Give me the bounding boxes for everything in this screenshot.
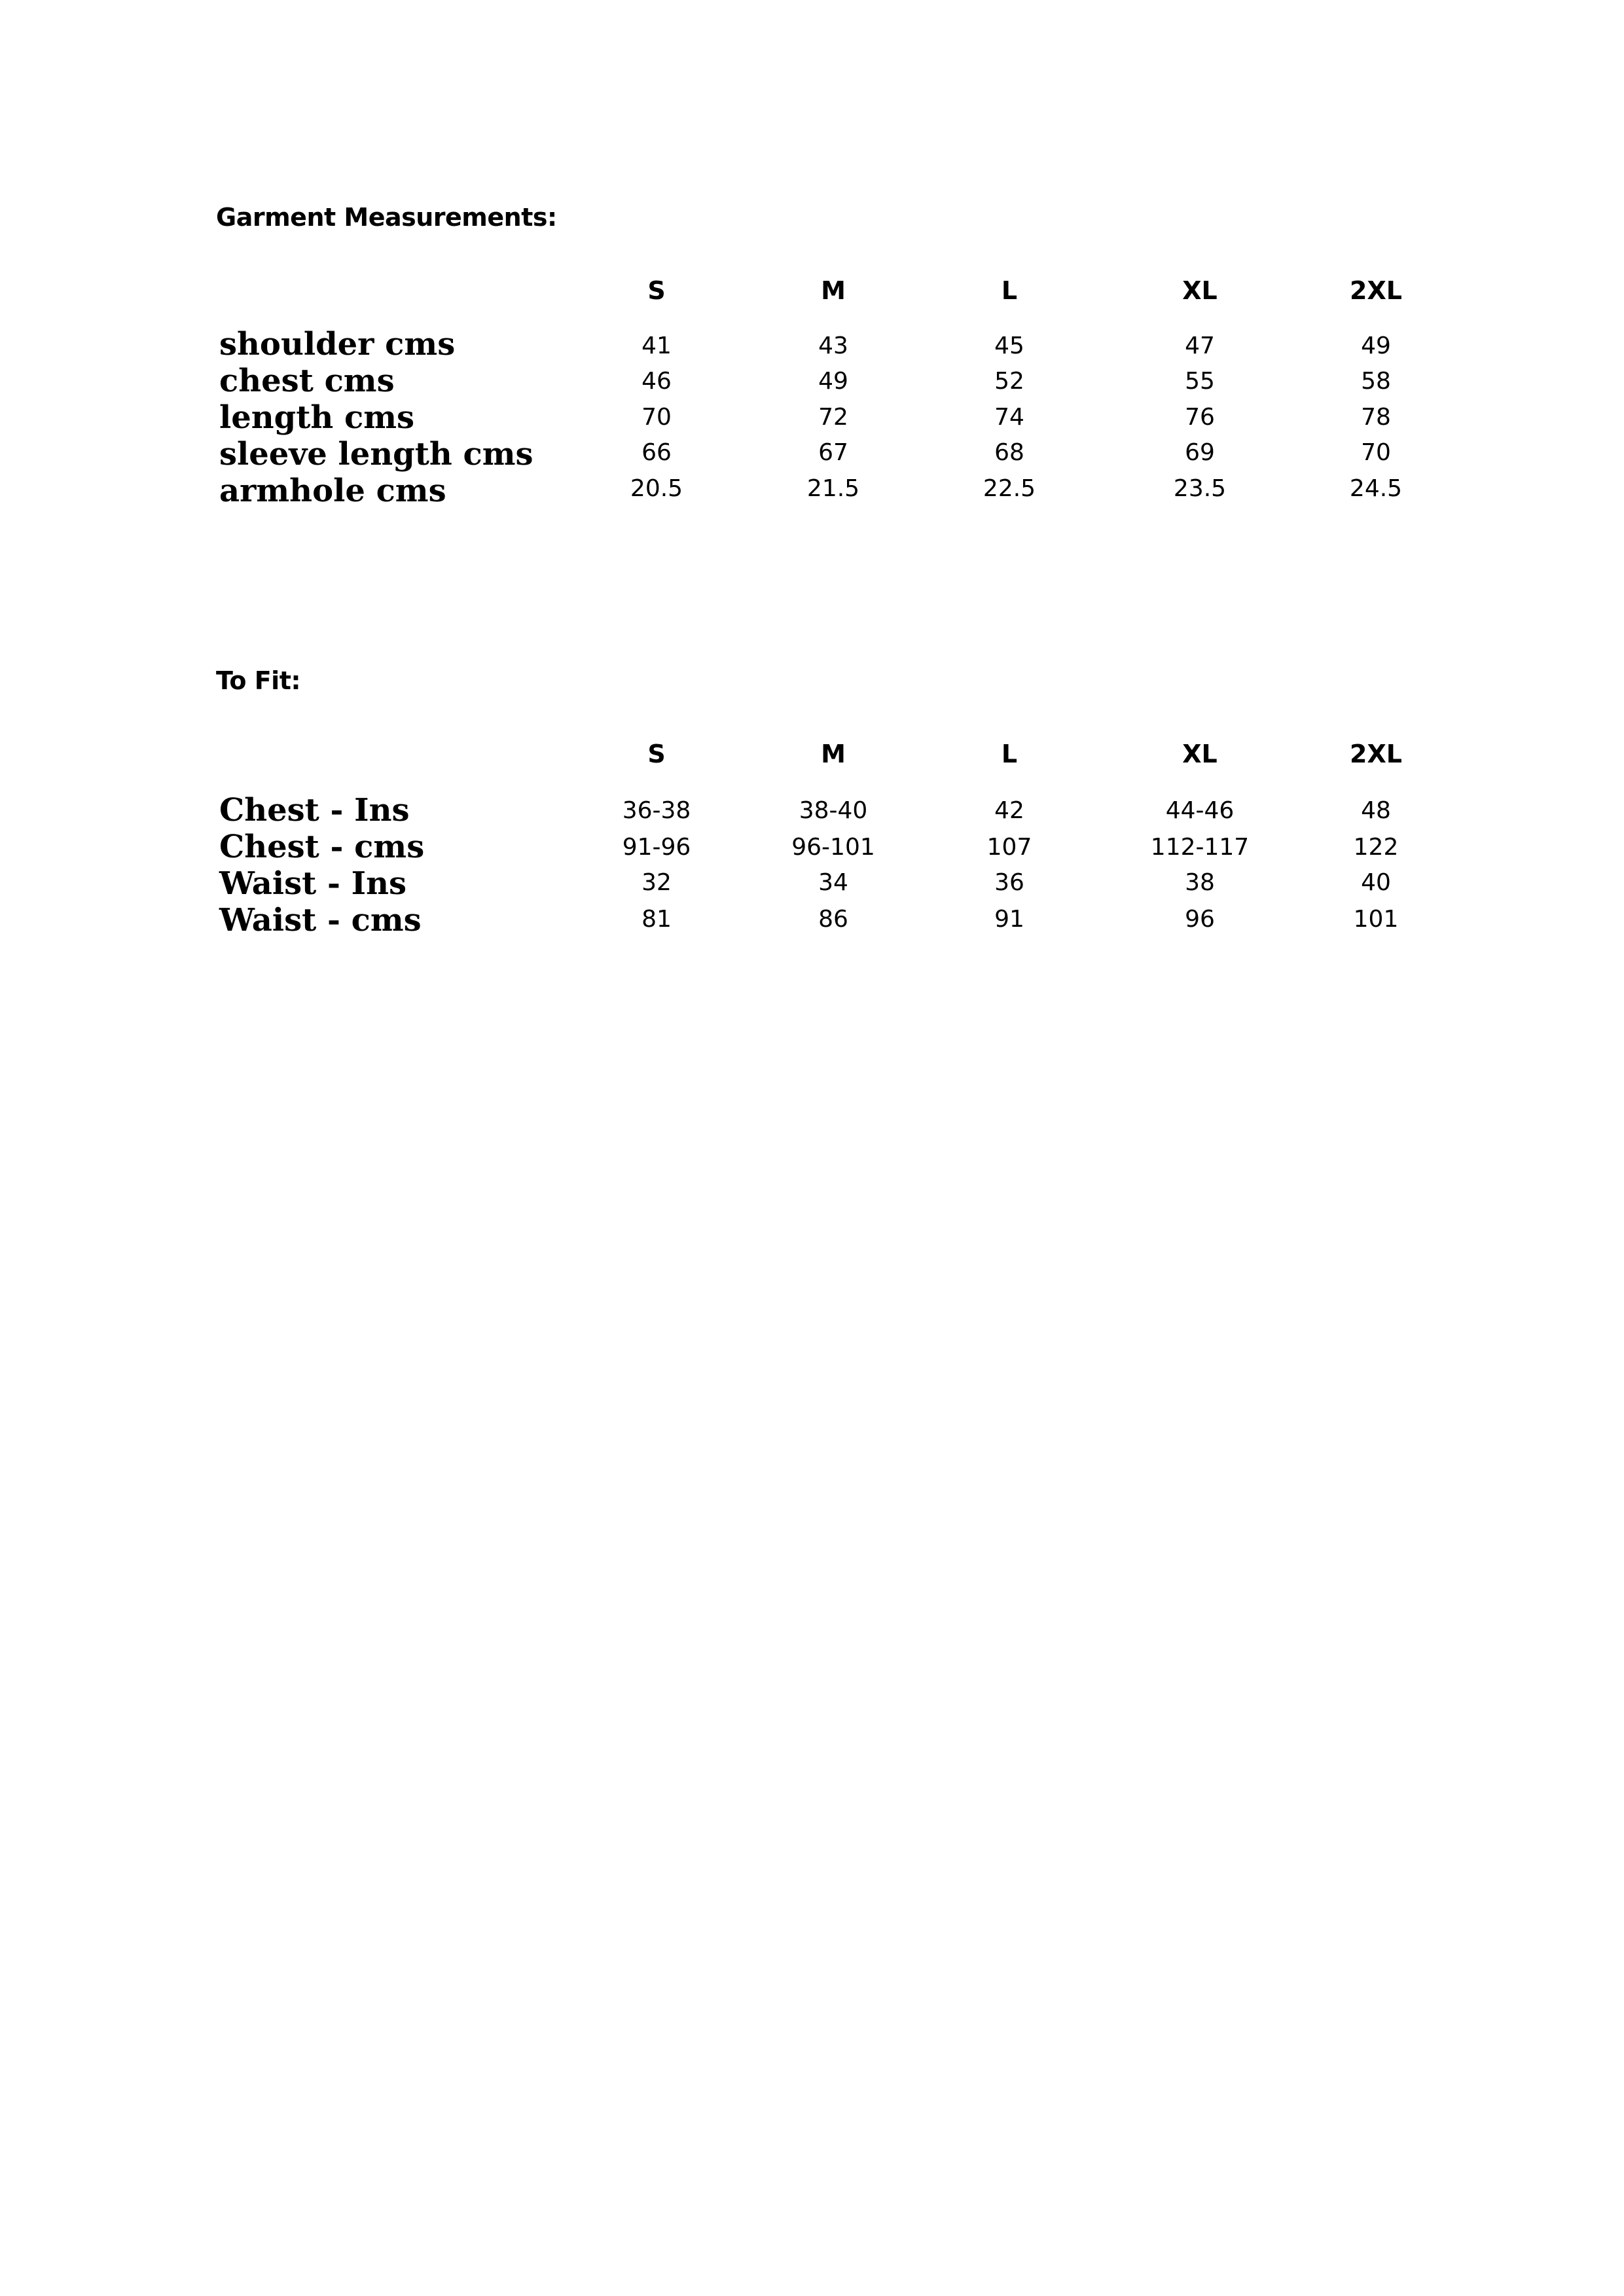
cell-sleeve-length-s: 66	[641, 439, 672, 466]
cell-chest-cms-l: 107	[986, 834, 1032, 861]
cell-chest-cms-2xl: 122	[1353, 834, 1399, 861]
cell-chest-ins-m: 38-40	[799, 797, 868, 824]
size-header-m: M	[821, 276, 846, 305]
row-label-waist-ins: Waist - Ins	[219, 865, 406, 902]
size-header-2xl: 2XL	[1350, 276, 1402, 305]
row-label-chest: chest cms	[219, 363, 395, 399]
cell-waist-ins-m: 34	[818, 869, 848, 896]
cell-waist-cms-s: 81	[641, 906, 672, 933]
fit-size-header-xl: XL	[1182, 740, 1218, 768]
cell-waist-cms-m: 86	[818, 906, 848, 933]
cell-sleeve-length-l: 68	[994, 439, 1024, 466]
size-header-xl: XL	[1182, 276, 1218, 305]
cell-length-xl: 76	[1185, 404, 1215, 431]
row-label-shoulder: shoulder cms	[219, 326, 456, 363]
fit-size-header-l: L	[1001, 740, 1018, 768]
cell-armhole-m: 21.5	[806, 475, 860, 502]
fit-size-header-2xl: 2XL	[1350, 740, 1402, 768]
row-label-length: length cms	[219, 399, 415, 436]
cell-sleeve-length-xl: 69	[1185, 439, 1215, 466]
to-fit-section	[216, 666, 1460, 980]
cell-waist-cms-2xl: 101	[1353, 906, 1399, 933]
cell-chest-ins-2xl: 48	[1361, 797, 1391, 824]
fit-size-header-m: M	[821, 740, 846, 768]
cell-waist-ins-xl: 38	[1185, 869, 1215, 896]
cell-sleeve-length-m: 67	[818, 439, 848, 466]
cell-waist-cms-xl: 96	[1185, 906, 1215, 933]
cell-shoulder-m: 43	[818, 332, 848, 359]
fit-size-header-s: S	[647, 740, 666, 768]
cell-chest-ins-l: 42	[994, 797, 1024, 824]
cell-chest-cms-xl: 112-117	[1150, 834, 1250, 861]
cell-length-2xl: 78	[1361, 404, 1391, 431]
garment-measurements-section	[216, 203, 1460, 530]
cell-chest-2xl: 58	[1361, 368, 1391, 395]
cell-armhole-2xl: 24.5	[1349, 475, 1403, 502]
cell-shoulder-2xl: 49	[1361, 332, 1391, 359]
to-fit-title: To Fit:	[216, 666, 301, 695]
size-header-l: L	[1001, 276, 1018, 305]
cell-length-s: 70	[641, 404, 672, 431]
cell-chest-s: 46	[641, 368, 672, 395]
row-label-sleeve-length: sleeve length cms	[219, 436, 533, 473]
cell-chest-l: 52	[994, 368, 1024, 395]
cell-chest-cms-m: 96-101	[791, 834, 875, 861]
row-label-armhole: armhole cms	[219, 473, 446, 509]
cell-waist-ins-2xl: 40	[1361, 869, 1391, 896]
size-header-s: S	[647, 276, 666, 305]
cell-length-l: 74	[994, 404, 1024, 431]
cell-shoulder-xl: 47	[1185, 332, 1215, 359]
cell-armhole-xl: 23.5	[1173, 475, 1227, 502]
cell-chest-xl: 55	[1185, 368, 1215, 395]
cell-shoulder-l: 45	[994, 332, 1024, 359]
cell-chest-ins-xl: 44-46	[1165, 797, 1235, 824]
cell-waist-cms-l: 91	[994, 906, 1024, 933]
cell-shoulder-s: 41	[641, 332, 672, 359]
cell-sleeve-length-2xl: 70	[1361, 439, 1391, 466]
cell-chest-ins-s: 36-38	[622, 797, 691, 824]
row-label-chest-cms: Chest - cms	[219, 829, 425, 865]
garment-measurements-title: Garment Measurements:	[216, 203, 557, 232]
row-label-waist-cms: Waist - cms	[219, 902, 422, 939]
cell-length-m: 72	[818, 404, 848, 431]
cell-waist-ins-l: 36	[994, 869, 1024, 896]
cell-waist-ins-s: 32	[641, 869, 672, 896]
cell-armhole-s: 20.5	[630, 475, 683, 502]
cell-armhole-l: 22.5	[983, 475, 1036, 502]
cell-chest-cms-s: 91-96	[622, 834, 691, 861]
cell-chest-m: 49	[818, 368, 848, 395]
row-label-chest-ins: Chest - Ins	[219, 792, 410, 829]
